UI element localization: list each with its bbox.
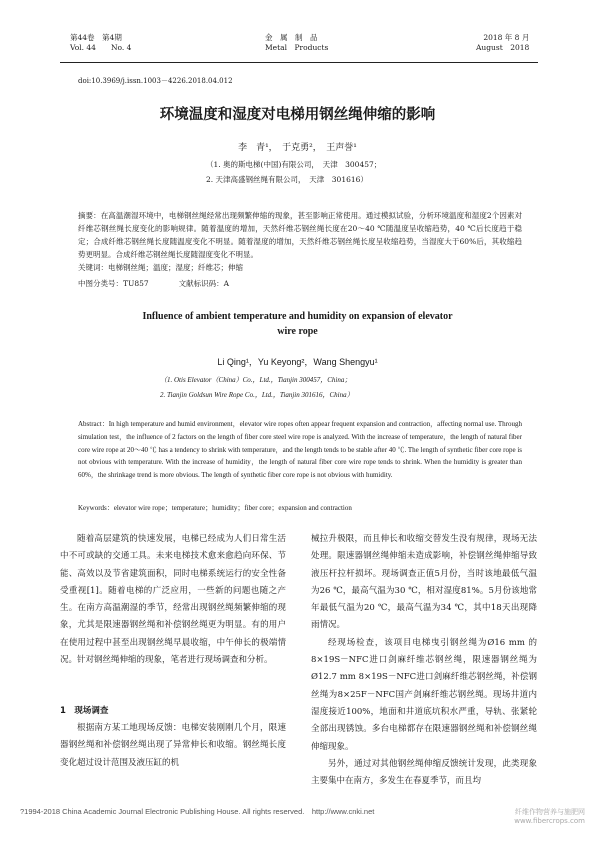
- copyright-footer: ?1994-2018 China Academic Journal Electronic Publishing House. All rights reserved. http://www.cnki.net: [20, 807, 375, 816]
- section-text: 根据南方某工地现场反馈：电梯安装刚刚几个月，限速器钢丝绳和补偿钢丝绳出现了异常伸长和收缩。钢丝绳长度变化超过设计范围及液压缸的机: [60, 723, 286, 768]
- journal-name-en: Metal Products: [265, 43, 329, 52]
- affiliations-en: [160, 373, 354, 403]
- abstract-zh: 摘要：在高温潮湿环境中，电梯钢丝绳经常出现频繁伸缩的现象，甚至影响正常使用。通过模拟试验，分析环境温度和湿度2个因素对纤维芯钢丝绳长度变化的影响规律。随着温度的增加，天然纤维芯钢丝绳长度在20～40 ℃随温度呈收缩趋势，40 ℃后长度趋于稳定；合成纤维芯钢丝绳长度随温度变化不明显。随着湿度的增加，天然纤维芯钢丝绳长度呈收缩趋势，当湿度大于60%后，其收缩趋势更明显。合成纤维芯钢丝绳长度随湿度变化不明显。: [78, 211, 522, 259]
- watermark-text: 纤维作物营养与施肥网 www.fibercrops.com: [514, 808, 585, 825]
- doi: doi:10.3969/j.issn.1003－4226.2018.04.012: [78, 77, 233, 85]
- title-en-text: Influence of ambient temperature and humidity on expansion of elevator wire rope: [142, 311, 453, 337]
- date-zh: 2018 年 8 月: [483, 33, 530, 42]
- section-paragraph: [60, 720, 286, 772]
- affiliation-zh-2: 2. 天津高盛钢丝绳有限公司， 天津 301616）: [206, 175, 368, 184]
- intro-paragraph: 随着高层建筑的快速发展，电梯已经成为人们日常生活中不可或缺的交通工具。未来电梯技术愈来愈趋向环保、节能、高效以及节省建筑面积，同时电梯系统运行的安全性备受重视[1]。随着电梯的广泛应用，一些新的问题也随之产生。在南方高温潮湿的季节，经常出现钢丝绳频繁伸缩的现象，尤其是限速器钢丝绳和补偿钢丝绳更为明显。有的用户在使用过程中甚至出现钢丝绳早晨收缩，中午伸长的极端情况。针对钢丝绳伸缩的现象，笔者进行现场调查和分析。: [60, 534, 286, 666]
- keywords-en: Keywords：elevator wire rope；temperature；humidity；fiber core；expansion and contraction: [78, 504, 352, 512]
- affiliations-zh: [206, 157, 381, 187]
- affiliation-en-1: （1. Otis Elevator（China）Co.，Ltd.，Tianjin 300457，China；: [160, 376, 352, 384]
- body-left-column: [60, 531, 286, 669]
- journal-name-zh: 金 属 制 品: [265, 33, 318, 42]
- volume-zh: 第44卷 第4期: [70, 33, 122, 42]
- keywords-zh: 关键词：电梯钢丝绳；温度；湿度；纤维芯；伸缩: [78, 263, 243, 272]
- volume-en: Vol. 44 No. 4: [70, 43, 132, 52]
- journal-date: [476, 33, 529, 53]
- classification-zh: 中图分类号：TU857 文献标识码：A: [78, 279, 230, 288]
- journal-volume-issue: [70, 33, 131, 53]
- date-en: August 2018: [476, 43, 530, 52]
- title-en: [0, 309, 595, 339]
- body-right-column: [311, 531, 537, 790]
- right-paragraph-3: 另外，通过对其他钢丝绳伸缩反馈统计发现，此类现象主要集中在南方，多发生在春夏季节，而且均: [311, 758, 537, 787]
- authors-zh: 李 青¹， 于克勇²， 王声誉¹: [238, 143, 357, 153]
- authors-en: Li Qing¹，Yu Keyong²，Wang Shengyu¹: [217, 357, 378, 367]
- section-heading: 1 现场调查: [60, 706, 109, 716]
- right-paragraph-2: 经现场检查，该项目电梯曳引钢丝绳为Ø16 mm 的8×19S－NFC进口剑麻纤维芯钢丝绳，限速器钢丝绳为Ø12.7 mm 8×19S－NFC进口剑麻纤维芯钢丝绳，补偿钢丝绳为8×25F－NFC国产剑麻纤维芯钢丝绳。现场井道内湿度接近100%，地面和井道底坑积水严重，导轨、张紧轮全部出现锈蚀。多台电梯都存在限速器钢丝绳和补偿钢丝绳伸缩现象。: [311, 637, 537, 752]
- title-zh: 环境温度和湿度对电梯用钢丝绳伸缩的影响: [159, 107, 436, 123]
- journal-name: [265, 33, 328, 53]
- affiliation-en-2: 2. Tianjin Goldsun Wire Rope Co.，Ltd.，Tianjin 301616，China）: [160, 391, 354, 399]
- affiliation-zh-1: （1. 奥的斯电梯(中国)有限公司， 天津 300457；: [206, 160, 382, 169]
- watermark: [495, 808, 585, 826]
- abstract-en: Abstract：In high temperature and humid environment，elevator wire ropes often appear frequent expansion and contraction，affecting normal use. Through simulation test，the influence of 2 factors on the length of fiber core steel wire rope is analyzed. With the increase of temperature，the length of natural fiber core wire rope at 20～40 ℃ has a tendency to shrink with temperature，and the length tends to be stable after 40 ℃. The length of synthetic fiber core rope is not obvious with temperature. With the increase of humidity，the length of natural fiber core wire rope tends to shrink. When the humidity is greater than 60%，the shrinkage trend is more obvious. The length of synthetic fiber core rope is not obvious with humidity.: [78, 420, 522, 480]
- right-paragraph-1: 械拉升极限，而且伸长和收缩交替发生没有规律，现场无法处理。限速器钢丝绳伸缩未造成影响，补偿钢丝绳伸缩导致液压杆拉杆损坏。现场调查正值5月份，当时该地最低气温为26 ℃，最高气温为30 ℃，相对湿度81%。5月份该地常年最低气温为20 ℃，最高气温为34 ℃，其中18天出现降雨情况。: [311, 534, 537, 631]
- header-divider: [60, 62, 538, 63]
